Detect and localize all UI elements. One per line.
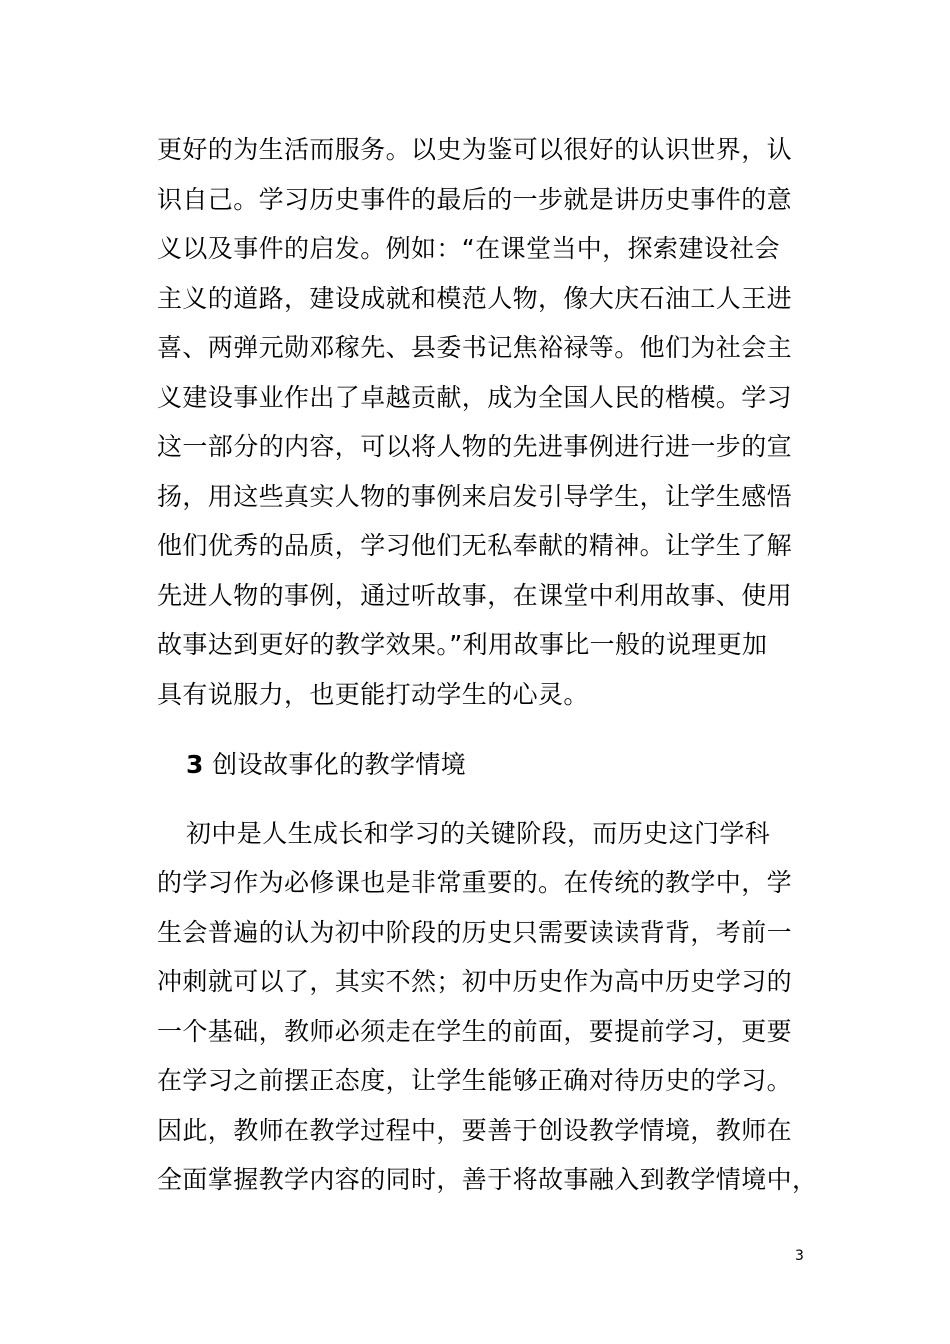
section-number: 3 [186, 750, 204, 779]
text-line: 具有说服力，也更能打动学生的心灵。 [157, 680, 589, 709]
section-title: 创设故事化的教学情境 [212, 750, 467, 779]
text-line: 义以及事件的启发。例如：“在课堂当中，探索建设社会 [157, 234, 780, 263]
text-line: 他们优秀的品质，学习他们无私奉献的精神。让学生了解 [157, 531, 793, 560]
text-line: 一个基础，教师必须走在学生的前面，要提前学习，更要 [157, 1017, 793, 1046]
text-line: 在学习之前摆正态度，让学生能够正确对待历史的学习。 [157, 1066, 793, 1095]
text-line: 先进人物的事例，通过听故事，在课堂中利用故事、使用 [157, 581, 793, 610]
page-number: 3 [795, 1248, 804, 1264]
text-line: 全面掌握教学内容的同时，善于将故事融入到教学情境中， [157, 1165, 818, 1194]
text-line: 主义的道路，建设成就和模范人物，像大庆石油工人王进 [157, 284, 793, 313]
text-line: 更好的为生活而服务。以史为鉴可以很好的认识世界，认 [157, 135, 793, 164]
text-line: 初中是人生成长和学习的关键阶段，而历史这门学科 [186, 819, 771, 848]
text-line: 识自己。学习历史事件的最后的一步就是讲历史事件的意 [157, 185, 793, 214]
text-line: 的学习作为必修课也是非常重要的。在传统的教学中，学 [157, 868, 793, 897]
text-line: 故事达到更好的教学效果。”利用故事比一般的说理更加 [157, 630, 768, 659]
text-line: 喜、两弹元勋邓稼先、县委书记焦裕禄等。他们为社会主 [157, 333, 793, 362]
text-line: 义建设事业作出了卓越贡献，成为全国人民的楷模。学习 [157, 383, 793, 412]
text-line: 因此，教师在教学过程中，要善于创设教学情境，教师在 [157, 1116, 793, 1145]
section-heading [186, 750, 466, 780]
text-line: 扬，用这些真实人物的事例来启发引导学生，让学生感悟 [157, 482, 793, 511]
text-line: 这一部分的内容，可以将人物的先进事例进行进一步的宣 [157, 432, 793, 461]
text-line: 冲刺就可以了，其实不然；初中历史作为高中历史学习的 [157, 967, 793, 996]
text-line: 生会普遍的认为初中阶段的历史只需要读读背背，考前一 [157, 918, 793, 947]
